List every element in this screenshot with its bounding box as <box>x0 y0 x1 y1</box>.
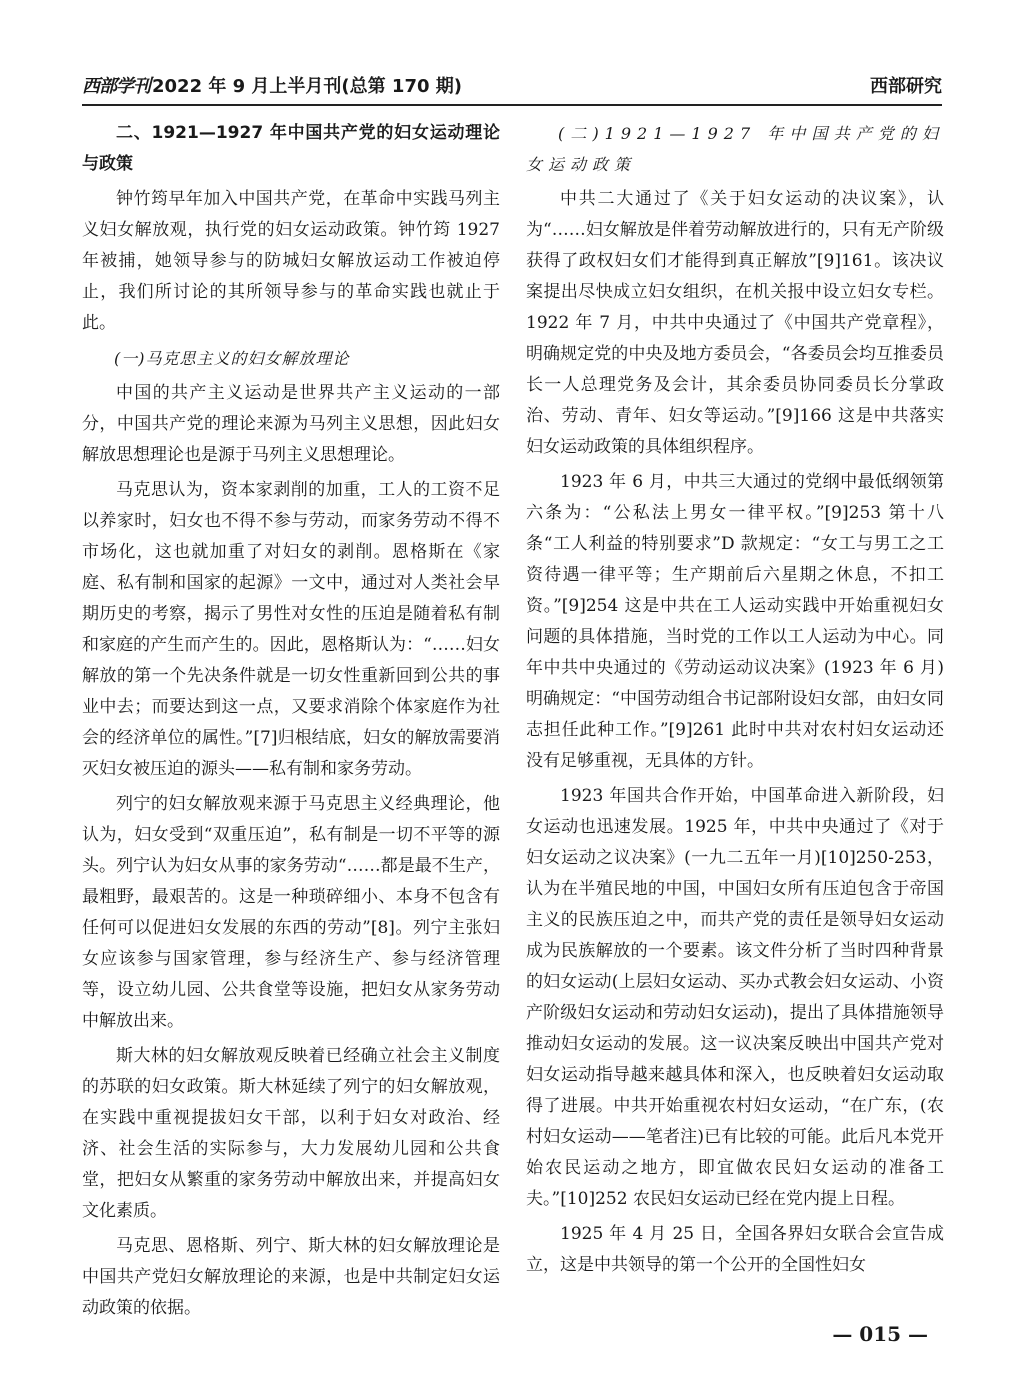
subsection-heading: (一)马克思主义的妇女解放理论 <box>114 349 350 368</box>
paragraph: 列宁的妇女解放观来源于马克思主义经典理论，他认为，妇女受到“双重压迫”，私有制是一切不平等的源头。列宁认为妇女从事的家务劳动“……都是最不生产，最粗野，最艰苦的。这是一种琐碎细小、本身不包含有任何可以促进妇女发展的东西的劳动”[8]。列宁主张妇女应该参与国家管理，参与经济生产、参与经济管理等，设立幼儿园、公共食堂等设施，把妇女从家务劳动中解放出来。 <box>82 794 500 1031</box>
paragraph: 中共二大通过了《关于妇女运动的决议案》，认为“……妇女解放是伴着劳动解放进行的，只有无产阶级获得了政权妇女们才能得到真正解放”[9]161。该决议案提出尽快成立妇女组织，在机关报中设立妇女专栏。1922 年 7 月，中共中央通过了《中国共产党章程》，明确规定党的中央及地方委员会，“各委员会均互推委员长一人总理党务及会计，其余委员协同委员长分掌政治、劳动、青年、妇女等运动。”[9]166 这是中共落实妇女运动政策的具体组织程序。 <box>526 189 944 457</box>
issue-label: 2022 年 9 月上半月刊(总第 170 期) <box>152 76 462 97</box>
page-header <box>82 70 942 106</box>
paragraph: 钟竹筠早年加入中国共产党，在革命中实践马列主义妇女解放观，执行党的妇女运动政策。钟竹筠 1927 年被捕，她领导参与的防城妇女解放运动工作被迫停止，我们所讨论的其所领导参与的革命实践也就止于此。 <box>82 189 500 333</box>
paragraph: 马克思、恩格斯、列宁、斯大林的妇女解放理论是中国共产党妇女解放理论的来源，也是中共制定妇女运动政策的依据。 <box>82 1236 500 1318</box>
journal-logo: 西部学刊 <box>82 76 150 97</box>
paragraph: 中国的共产主义运动是世界共产主义运动的一部分，中国共产党的理论来源为马列主义思想，因此妇女解放思想理论也是源于马列主义思想理论。 <box>82 383 500 465</box>
journal-issue-line <box>82 72 462 98</box>
left-column <box>82 118 500 1328</box>
section-label: 西部研究 <box>870 76 942 97</box>
page-number: — 015 — <box>832 1322 928 1346</box>
paragraph: 1923 年 6 月，中共三大通过的党纲中最低纲领第六条为：“公私法上男女一律平权。”[9]253 第十八条“工人利益的特别要求”D 款规定：“女工与男工之工资待遇一律平等；生产期前后六星期之休息，不扣工资。”[9]254 这是中共在工人运动实践中开始重视妇女问题的具体措施，当时党的工作以工人运动为中心。同年中共中央通过的《劳动运动议决案》(1923 年 6 月)明确规定：“中国劳动组合书记部附设妇女部，由妇女同志担任此种工作。”[9]261 此时中共对农村妇女运动还没有足够重视，无具体的方针。 <box>526 472 944 771</box>
paragraph: 斯大林的妇女解放观反映着已经确立社会主义制度的苏联的妇女政策。斯大林延续了列宁的妇女解放观，在实践中重视提拔妇女干部，以利于妇女对政治、经济、社会生活的实际参与，大力发展幼儿园和公共食堂，把妇女从繁重的家务劳动中解放出来，并提高妇女文化素质。 <box>82 1046 500 1221</box>
paragraph: 1925 年 4 月 25 日，全国各界妇女联合会宣告成立，这是中共领导的第一个公开的全国性妇女 <box>526 1224 944 1275</box>
subsection-heading: (二)1921—1927 年中国共产党的妇女运动政策 <box>526 124 944 174</box>
paragraph: 马克思认为，资本家剥削的加重，工人的工资不足以养家时，妇女也不得不参与劳动，而家务劳动不得不市场化，这也就加重了对妇女的剥削。恩格斯在《家庭、私有制和国家的起源》一文中，通过对人类社会早期历史的考察，揭示了男性对女性的压迫是随着私有制和家庭的产生而产生的。因此，恩格斯认为：“……妇女解放的第一个先决条件就是一切女性重新回到公共的事业中去；而要达到这一点，又要求消除个体家庭作为社会的经济单位的属性。”[7]归根结底，妇女的解放需要消灭妇女被压迫的源头——私有制和家务劳动。 <box>82 480 500 779</box>
paragraph: 1923 年国共合作开始，中国革命进入新阶段，妇女运动也迅速发展。1925 年，中共中央通过了《对于妇女运动之议决案》(一九二五年一月)[10]250-253，认为在半殖民地的中国，中国妇女所有压迫包含于帝国主义的民族压迫之中，而共产党的责任是领导妇女运动成为民族解放的一个要素。该文件分析了当时四种背景的妇女运动(上层妇女运动、买办式教会妇女运动、小资产阶级妇女运动和劳动妇女运动)，提出了具体措施领导推动妇女运动的发展。这一议决案反映出中国共产党对妇女运动指导越来越具体和深入，也反映着妇女运动取得了进展。中共开始重视农村妇女运动，“在广东，(农村妇女运动——笔者注)已有比较的可能。此后凡本党开始农民运动之地方，即宜做农民妇女运动的准备工夫。”[10]252 农民妇女运动已经在党内提上日程。 <box>526 786 944 1209</box>
right-column <box>526 118 944 1285</box>
section-heading: 二、1921—1927 年中国共产党的妇女运动理论与政策 <box>82 123 500 174</box>
